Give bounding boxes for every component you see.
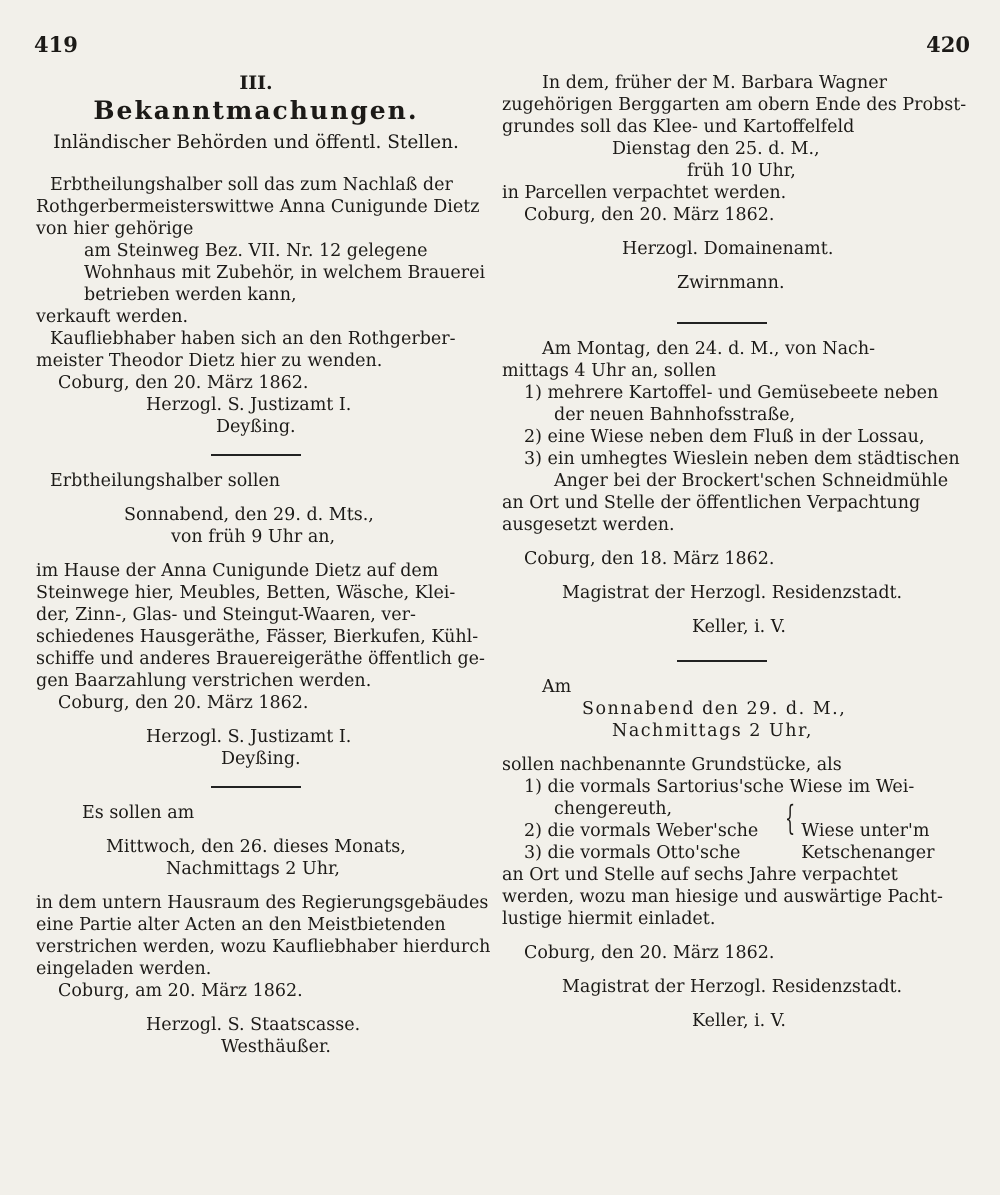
text-line: grundes soll das Klee- und Kartoffelfeld <box>502 117 855 137</box>
text-line: betrieben werden kann, <box>84 285 297 305</box>
text-line: Erbtheilungshalber sollen <box>50 471 281 491</box>
section-title: Bekanntmachungen. <box>93 96 419 125</box>
list-item: 2) die vormals Weber'sche <box>524 821 759 841</box>
place-date: Coburg, am 20. März 1862. <box>58 981 303 1001</box>
page-number-left: 419 <box>34 32 78 57</box>
signature-name: Keller, i. V. <box>692 1011 786 1031</box>
text-line: lustige hiermit einladet. <box>502 909 716 929</box>
signature-name: Deyßing. <box>216 417 296 437</box>
text-line: der, Zinn-, Glas- und Steingut-Waaren, ver- <box>36 605 416 625</box>
list-item: 2) eine Wiese neben dem Fluß in der Lossau, <box>524 427 925 447</box>
text-line: Rothgerbermeisterswittwe Anna Cunigunde Dietz <box>36 197 480 217</box>
text-line: von hier gehörige <box>36 219 194 239</box>
right-column <box>502 72 967 1032</box>
signature-authority: Herzogl. S. Justizamt I. <box>146 395 352 415</box>
signature-authority: Magistrat der Herzogl. Residenzstadt. <box>562 583 903 603</box>
text-line: Dienstag den 25. d. M., <box>612 139 820 159</box>
text-line: ausgesetzt werden. <box>502 515 675 535</box>
text-line: Sonnabend, den 29. d. Mts., <box>124 505 374 525</box>
text-line: Kaufliebhaber haben sich an den Rothgerber- <box>50 329 456 349</box>
list-item: 1) mehrere Kartoffel- und Gemüsebeete neben <box>524 383 939 403</box>
text-line: Nachmittags 2 Uhr, <box>612 721 813 741</box>
text-line: verkauft werden. <box>36 307 189 327</box>
text-line: Sonnabend den 29. d. M., <box>582 699 847 719</box>
text-line: mittags 4 Uhr an, sollen <box>502 361 717 381</box>
separator-rule <box>677 660 767 662</box>
section-number: III. <box>239 72 273 94</box>
signature-name: Zwirnmann. <box>677 273 785 293</box>
text-line: schiedenes Hausgeräthe, Fässer, Bierkufen, Kühl- <box>36 627 479 647</box>
text-line: schiffe und anderes Brauereigeräthe öffentlich ge- <box>36 649 485 669</box>
text-line: von früh 9 Uhr an, <box>171 527 336 547</box>
text-line: Am Montag, den 24. d. M., von Nach- <box>542 339 876 359</box>
text-line: am Steinweg Bez. VII. Nr. 12 gelegene <box>84 241 428 261</box>
text-line: Am <box>542 677 572 697</box>
text-line: Nachmittags 2 Uhr, <box>166 859 340 879</box>
brace-glyph: { <box>785 797 796 838</box>
list-item: 1) die vormals Sartorius'sche Wiese im Wei- <box>524 777 915 797</box>
list-item: 3) ein umhegtes Wieslein neben dem städtischen <box>524 449 960 469</box>
signature-authority: Herzogl. S. Staatscasse. <box>146 1015 361 1035</box>
text-line: der neuen Bahnhofsstraße, <box>554 405 796 425</box>
text-line: meister Theodor Dietz hier zu wenden. <box>36 351 383 371</box>
signature-name: Keller, i. V. <box>692 617 786 637</box>
text-line: an Ort und Stelle auf sechs Jahre verpachtet <box>502 865 898 885</box>
place-date: Coburg, den 20. März 1862. <box>524 943 775 963</box>
text-line: gen Baarzahlung verstrichen werden. <box>36 671 372 691</box>
separator-rule <box>677 322 767 324</box>
text-line: werden, wozu man hiesige und auswärtige Pacht- <box>502 887 943 907</box>
text-line: Steinwege hier, Meubles, Betten, Wäsche, Klei- <box>36 583 456 603</box>
list-item: 3) die vormals Otto'sche <box>524 843 741 863</box>
text-line: chengereuth, <box>554 799 673 819</box>
place-date: Coburg, den 20. März 1862. <box>58 373 309 393</box>
place-date: Coburg, den 18. März 1862. <box>524 549 775 569</box>
separator-rule <box>211 454 301 456</box>
text-line: Anger bei der Brockert'schen Schneidmühle <box>554 471 949 491</box>
section-subtitle: Inländischer Behörden und öffentl. Stellen. <box>53 132 459 153</box>
text-line: Mittwoch, den 26. dieses Monats, <box>106 837 406 857</box>
separator-rule <box>211 786 301 788</box>
left-column <box>36 72 491 1058</box>
text-line: Es sollen am <box>82 803 195 823</box>
signature-authority: Herzogl. S. Justizamt I. <box>146 727 352 747</box>
text-line: eingeladen werden. <box>36 959 212 979</box>
text-line: eine Partie alter Acten an den Meistbietenden <box>36 915 446 935</box>
page-number-right: 420 <box>926 32 970 57</box>
text-line: früh 10 Uhr, <box>687 161 796 181</box>
text-line: verstrichen werden, wozu Kaufliebhaber hierdurch <box>36 937 491 957</box>
text-line: in dem untern Hausraum des Regierungsgebäudes <box>36 893 489 913</box>
text-line: zugehörigen Berggarten am obern Ende des Probst- <box>502 95 967 115</box>
text-line: Wohnhaus mit Zubehör, in welchem Brauerei <box>84 263 486 283</box>
text-line: Ketschenanger <box>801 843 935 863</box>
place-date: Coburg, den 20. März 1862. <box>524 205 775 225</box>
text-line: Wiese unter'm <box>801 821 930 841</box>
signature-name: Westhäußer. <box>221 1037 331 1057</box>
place-date: Coburg, den 20. März 1862. <box>58 693 309 713</box>
text-line: In dem, früher der M. Barbara Wagner <box>542 73 887 93</box>
signature-authority: Magistrat der Herzogl. Residenzstadt. <box>562 977 903 997</box>
signature-name: Deyßing. <box>221 749 301 769</box>
text-line: Erbtheilungshalber soll das zum Nachlaß der <box>50 175 453 195</box>
text-line: im Hause der Anna Cunigunde Dietz auf dem <box>36 561 439 581</box>
text-line: an Ort und Stelle der öffentlichen Verpachtung <box>502 493 921 513</box>
text-line: in Parcellen verpachtet werden. <box>502 183 787 203</box>
signature-authority: Herzogl. Domainenamt. <box>622 239 834 259</box>
text-line: sollen nachbenannte Grundstücke, als <box>502 755 842 775</box>
